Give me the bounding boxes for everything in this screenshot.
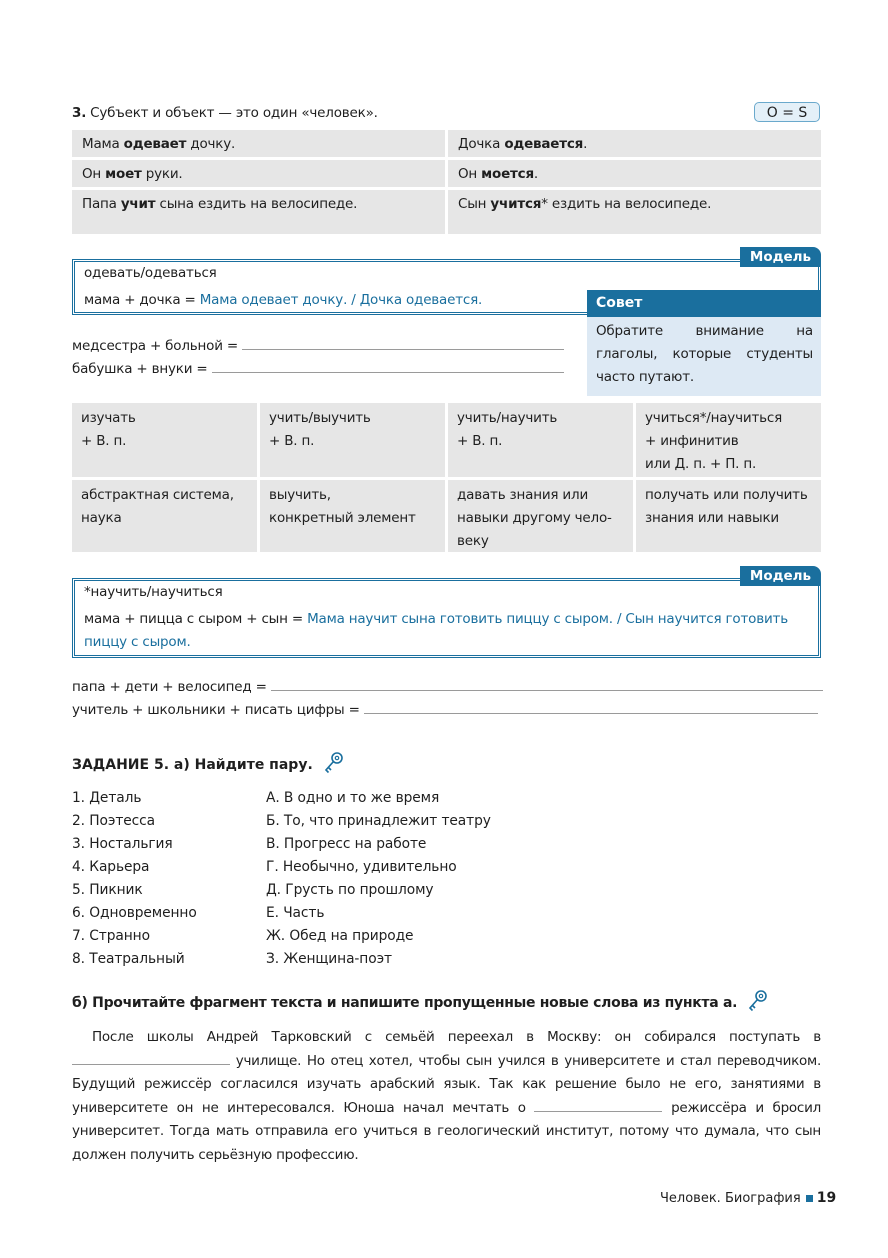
table-cell: учиться*/научиться + инфинитив или Д. п. + П. п. (636, 403, 821, 477)
key-icon (748, 990, 768, 1016)
list-item: 1. Деталь (72, 790, 142, 806)
tip-header: Совет (587, 290, 821, 317)
page-number: 19 (816, 1190, 837, 1206)
list-item: Б. То, что принадлежит театру (266, 813, 491, 829)
table-cell: получать или получить знания или навыки (636, 480, 821, 552)
list-item: Г. Необычно, удивительно (266, 859, 457, 875)
list-item: 7. Странно (72, 928, 150, 944)
answer-blank[interactable] (242, 335, 564, 350)
list-item: 2. Поэтесса (72, 813, 155, 829)
list-item: Ж. Обед на природе (266, 928, 414, 944)
list-item: 8. Театральный (72, 951, 185, 967)
exercise-line: медсестра + больной = (72, 335, 564, 357)
table-cell: Он моется. (448, 160, 821, 187)
table-cell: Сын учится* ездить на велосипеде. (448, 190, 821, 234)
list-item: Д. Грусть по прошлому (266, 882, 434, 898)
table-cell: Мама одевает дочку. (72, 130, 445, 157)
list-item: Е. Часть (266, 905, 325, 921)
model-example: мама + дочка = Мама одевает дочку. / Дочка одевается. (84, 292, 483, 308)
section-title: Субъект и объект — это один «человек». (90, 105, 378, 121)
chapter-title: Человек. Биография (660, 1191, 801, 1206)
task-5-heading: ЗАДАНИЕ 5. а) Найдите пару. (72, 752, 344, 778)
exercise-line: бабушка + внуки = (72, 358, 564, 380)
answer-blank[interactable] (212, 358, 564, 373)
key-icon (324, 752, 344, 778)
model-verbs: одевать/одеваться (84, 265, 217, 281)
table-cell: абстрактная система, наука (72, 480, 257, 552)
answer-blank[interactable] (271, 676, 823, 691)
table-cell: Он моет руки. (72, 160, 445, 187)
verb-table (72, 403, 821, 552)
table-cell: давать знания или навыки другому чело- веку (448, 480, 633, 552)
pairs-right-list (266, 787, 491, 971)
table-cell: Папа учит сына ездить на велосипеде. (72, 190, 445, 234)
model-example: мама + пицца с сыром + сын = Мама научит сына готовить пиццу с сыром. / Сын научится готовить пиццу с сыром. (84, 611, 788, 650)
table-cell: Дочка одевается. (448, 130, 821, 157)
page-footer (660, 1188, 836, 1209)
table-cell: изучать + В. п. (72, 403, 257, 477)
table-cell: учить/научить + В. п. (448, 403, 633, 477)
square-bullet-icon (806, 1195, 813, 1202)
model-answer: Мама научит сына готовить пиццу с сыром. / Сын научится готовить пиццу с сыром. (84, 611, 788, 650)
list-item: 4. Карьера (72, 859, 150, 875)
exercise-line: учитель + школьники + писать цифры = (72, 699, 818, 721)
tip-box (587, 290, 821, 396)
list-item: В. Прогресс на работе (266, 836, 427, 852)
exercise-line: папа + дети + велосипед = (72, 676, 823, 698)
model-answer: Мама одевает дочку. / Дочка одевается. (199, 292, 483, 308)
list-item: 6. Одновременно (72, 905, 197, 921)
list-item: 3. Ностальгия (72, 836, 173, 852)
answer-blank[interactable] (364, 699, 818, 714)
model-label: Модель (740, 247, 821, 267)
model-label: Модель (740, 566, 821, 586)
section-number: 3. (72, 105, 87, 121)
answer-blank[interactable] (534, 1097, 662, 1112)
reading-text: После школы Андрей Тарковский с семьёй переехал в Москву: он собирался поступать в училище. Но отец хотел, чтобы сын учился в университете и стал переводчиком. Будущий режиссёр согласился изучать арабский язык. Так как решение было не его, занятиями в университете он не интересовался. Юноша начал мечтать о режиссёра и бросил университет. Тогда мать отправила его учиться в геологический институт, потому что думала, что сын должен получить серьёзную профессию. (72, 1029, 821, 1163)
table-cell: выучить, конкретный элемент (260, 480, 445, 552)
tip-body: Обратите внимание на глаголы, которые студенты часто путают. (596, 323, 813, 385)
object-subject-badge: O = S (754, 102, 820, 122)
section-3-heading (72, 102, 378, 124)
list-item: А. В одно и то же время (266, 790, 440, 806)
pairs-left-list (72, 787, 197, 971)
table-cell: учить/выучить + В. п. (260, 403, 445, 477)
task-5b-heading: б) Прочитайте фрагмент текста и напишите пропущенные новые слова из пункта а. (72, 990, 768, 1016)
model-verbs: *научить/научиться (84, 584, 223, 600)
subject-object-table (72, 130, 821, 234)
list-item: 5. Пикник (72, 882, 143, 898)
list-item: З. Женщина-поэт (266, 951, 392, 967)
answer-blank[interactable] (72, 1050, 230, 1065)
